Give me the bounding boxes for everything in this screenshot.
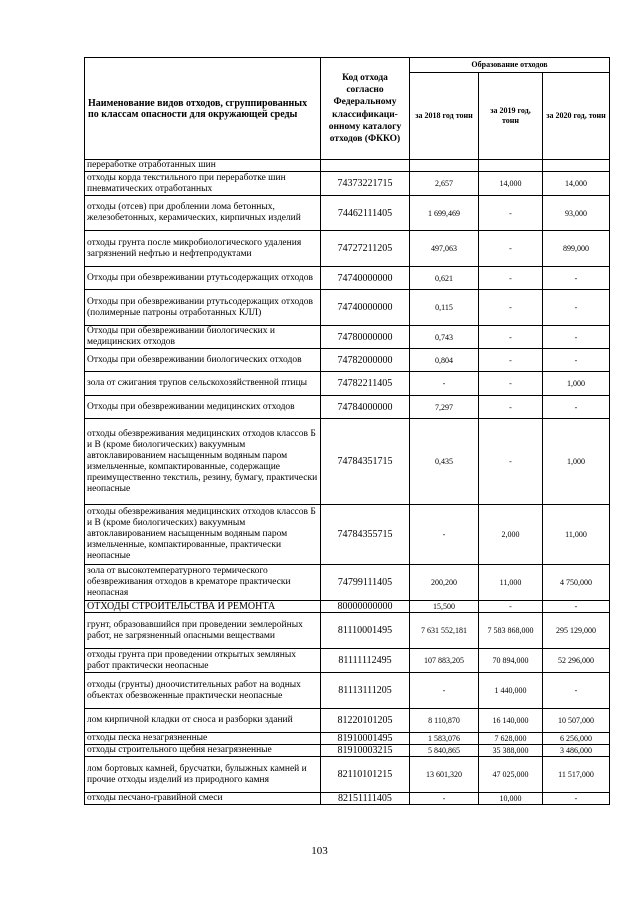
table-row xyxy=(85,505,610,565)
fkko-code-cell: 81111112495 xyxy=(321,649,410,673)
table-row xyxy=(85,757,610,793)
value-2019-cell: - xyxy=(479,349,543,372)
value-2020-cell: 93,000 xyxy=(543,196,610,231)
value-2018-cell: 13 601,320 xyxy=(410,757,479,793)
value-2020-cell: - xyxy=(543,290,610,326)
fkko-code-cell: 74784351715 xyxy=(321,419,410,505)
fkko-code-cell: 74727211205 xyxy=(321,231,410,267)
value-2018-cell: 7,297 xyxy=(410,396,479,419)
value-2020-cell xyxy=(543,160,610,172)
value-2020-cell: - xyxy=(543,793,610,805)
value-2018-cell: 107 883,205 xyxy=(410,649,479,673)
waste-name-cell: Отходы при обезвреживании ртутьсодержащих отходов xyxy=(85,267,321,290)
value-2018-cell: 0,743 xyxy=(410,326,479,349)
value-2020-cell: 11,000 xyxy=(543,505,610,565)
value-2019-cell: 7 628,000 xyxy=(479,733,543,745)
value-2019-cell: - xyxy=(479,601,543,613)
value-2018-cell: 8 110,870 xyxy=(410,709,479,733)
value-2020-cell: 3 486,000 xyxy=(543,745,610,757)
waste-name-cell: Отходы при обезвреживании биологических отходов xyxy=(85,349,321,372)
table-row xyxy=(85,601,610,613)
waste-name-cell: Отходы при обезвреживании ртутьсодержащих отходов (полимерные патроны отработанных КЛЛ) xyxy=(85,290,321,326)
table-row xyxy=(85,326,610,349)
fkko-code-cell: 74462111405 xyxy=(321,196,410,231)
table-header xyxy=(85,58,610,160)
table-row xyxy=(85,565,610,601)
value-2019-cell: 70 894,000 xyxy=(479,649,543,673)
value-2018-cell: - xyxy=(410,372,479,396)
value-2020-cell: - xyxy=(543,267,610,290)
waste-name-cell: зола от высокотемпературного термического обезвреживания отходов в крематоре практически неопасная xyxy=(85,565,321,601)
waste-name-cell: отходы корда текстильного при переработке шин пневматических отработанных xyxy=(85,172,321,196)
waste-name-cell: ОТХОДЫ СТРОИТЕЛЬСТВА И РЕМОНТА xyxy=(85,601,321,613)
value-2020-cell: 10 507,000 xyxy=(543,709,610,733)
waste-name-cell: отходы грунта при проведении открытых земляных работ практически неопасные xyxy=(85,649,321,673)
waste-name-cell: отходы (отсев) при дроблении лома бетонных, железобетонных, керамических, кирпичных изделий xyxy=(85,196,321,231)
value-2019-cell: 11,000 xyxy=(479,565,543,601)
header-name: Наименование видов отходов, сгруппированных по классам опасности для окружающей среды xyxy=(85,58,321,160)
fkko-code-cell: 74782000000 xyxy=(321,349,410,372)
value-2018-cell: 1 583,076 xyxy=(410,733,479,745)
waste-name-cell: Отходы при обезвреживании медицинских отходов xyxy=(85,396,321,419)
waste-name-cell: отходы песчано-гравийной смеси xyxy=(85,793,321,805)
table-row xyxy=(85,709,610,733)
waste-name-cell: отходы песка незагрязненные xyxy=(85,733,321,745)
value-2019-cell: - xyxy=(479,326,543,349)
value-2019-cell: - xyxy=(479,419,543,505)
waste-name-cell: зола от сжигания трупов сельскохозяйственной птицы xyxy=(85,372,321,396)
fkko-code-cell: 82110101215 xyxy=(321,757,410,793)
fkko-code-cell: 74740000000 xyxy=(321,267,410,290)
value-2019-cell: - xyxy=(479,290,543,326)
table-row xyxy=(85,419,610,505)
value-2019-cell: - xyxy=(479,231,543,267)
value-2019-cell: 10,000 xyxy=(479,793,543,805)
waste-name-cell: Отходы при обезвреживании биологических и медицинских отходов xyxy=(85,326,321,349)
value-2018-cell: 200,200 xyxy=(410,565,479,601)
table-row xyxy=(85,196,610,231)
header-code: Код отхода согласно Федеральному классификаци-онному каталогу отходов (ФККО) xyxy=(321,58,410,160)
value-2020-cell: 14,000 xyxy=(543,172,610,196)
value-2020-cell: 6 256,000 xyxy=(543,733,610,745)
fkko-code-cell: 74780000000 xyxy=(321,326,410,349)
waste-name-cell: лом кирпичной кладки от сноса и разборки зданий xyxy=(85,709,321,733)
table-row xyxy=(85,673,610,709)
value-2018-cell: - xyxy=(410,793,479,805)
value-2018-cell: 0,804 xyxy=(410,349,479,372)
waste-table xyxy=(84,57,610,805)
table-row xyxy=(85,613,610,649)
waste-name-cell: отходы обезвреживания медицинских отходов классов Б и В (кроме биологических) вакуумным автоклавированием насыщенным водяным паром измельченные, компактированные, практически неопасные xyxy=(85,505,321,565)
value-2020-cell: 295 129,000 xyxy=(543,613,610,649)
table-row xyxy=(85,793,610,805)
waste-name-cell: переработке отработанных шин xyxy=(85,160,321,172)
waste-name-cell: грунт, образовавшийся при проведении землеройных работ, не загрязненный опасными веществами xyxy=(85,613,321,649)
waste-name-cell: лом бортовых камней, брусчатки, булыжных камней и прочие отходы изделий из природного камня xyxy=(85,757,321,793)
value-2018-cell: 15,500 xyxy=(410,601,479,613)
value-2019-cell: 14,000 xyxy=(479,172,543,196)
fkko-code-cell: 82151111405 xyxy=(321,793,410,805)
table-row xyxy=(85,745,610,757)
table-row xyxy=(85,231,610,267)
value-2019-cell: 2,000 xyxy=(479,505,543,565)
fkko-code-cell: 81910003215 xyxy=(321,745,410,757)
value-2018-cell: - xyxy=(410,673,479,709)
value-2019-cell: - xyxy=(479,372,543,396)
value-2019-cell: - xyxy=(479,267,543,290)
value-2020-cell: 1,000 xyxy=(543,419,610,505)
page-number: 103 xyxy=(311,845,328,857)
waste-name-cell: отходы (грунты) дноочистительных работ на водных объектах обезвоженные практически неопасные xyxy=(85,673,321,709)
table-row xyxy=(85,160,610,172)
fkko-code-cell: 81110001495 xyxy=(321,613,410,649)
value-2018-cell: 2,657 xyxy=(410,172,479,196)
fkko-code-cell: 81910001495 xyxy=(321,733,410,745)
value-2020-cell: - xyxy=(543,349,610,372)
value-2018-cell: 5 840,865 xyxy=(410,745,479,757)
fkko-code-cell: 74799111405 xyxy=(321,565,410,601)
header-2019: за 2019 год, тонн xyxy=(479,73,543,160)
fkko-code-cell: 74784355715 xyxy=(321,505,410,565)
header-formation: Образование отходов xyxy=(410,58,610,73)
value-2020-cell: - xyxy=(543,673,610,709)
table-row xyxy=(85,267,610,290)
value-2018-cell: 497,063 xyxy=(410,231,479,267)
table-row xyxy=(85,396,610,419)
fkko-code-cell: 74740000000 xyxy=(321,290,410,326)
header-2018: за 2018 год тонн xyxy=(410,73,479,160)
fkko-code-cell xyxy=(321,160,410,172)
waste-name-cell: отходы обезвреживания медицинских отходов классов Б и В (кроме биологических) вакуумным автоклавированием насыщенным водяным паром измельченные, компактированные, содержащие преимущественно текстиль, резину, бумагу, практически неопасные xyxy=(85,419,321,505)
fkko-code-cell: 74373221715 xyxy=(321,172,410,196)
fkko-code-cell: 81113111205 xyxy=(321,673,410,709)
fkko-code-cell: 81220101205 xyxy=(321,709,410,733)
value-2020-cell: 1,000 xyxy=(543,372,610,396)
value-2020-cell: 899,000 xyxy=(543,231,610,267)
table-body xyxy=(85,160,610,805)
value-2018-cell: 0,621 xyxy=(410,267,479,290)
value-2019-cell: 7 583 868,000 xyxy=(479,613,543,649)
value-2019-cell: - xyxy=(479,196,543,231)
waste-name-cell: отходы грунта после микробиологического удаления загрязнений нефтью и нефтепродуктами xyxy=(85,231,321,267)
waste-name-cell: отходы строительного щебня незагрязненные xyxy=(85,745,321,757)
value-2020-cell: - xyxy=(543,601,610,613)
value-2018-cell: - xyxy=(410,505,479,565)
value-2018-cell: 0,115 xyxy=(410,290,479,326)
value-2018-cell xyxy=(410,160,479,172)
header-2020: за 2020 год, тонн xyxy=(543,73,610,160)
value-2019-cell xyxy=(479,160,543,172)
value-2018-cell: 0,435 xyxy=(410,419,479,505)
value-2018-cell: 7 631 552,181 xyxy=(410,613,479,649)
value-2018-cell: 1 699,469 xyxy=(410,196,479,231)
value-2019-cell: - xyxy=(479,396,543,419)
value-2020-cell: 4 750,000 xyxy=(543,565,610,601)
value-2020-cell: 11 517,000 xyxy=(543,757,610,793)
value-2019-cell: 35 388,000 xyxy=(479,745,543,757)
value-2020-cell: - xyxy=(543,326,610,349)
value-2019-cell: 1 440,000 xyxy=(479,673,543,709)
fkko-code-cell: 80000000000 xyxy=(321,601,410,613)
value-2019-cell: 47 025,000 xyxy=(479,757,543,793)
table-row xyxy=(85,290,610,326)
table-row xyxy=(85,349,610,372)
table-row xyxy=(85,733,610,745)
fkko-code-cell: 74782211405 xyxy=(321,372,410,396)
table-row xyxy=(85,372,610,396)
value-2019-cell: 16 140,000 xyxy=(479,709,543,733)
value-2020-cell: 52 296,000 xyxy=(543,649,610,673)
fkko-code-cell: 74784000000 xyxy=(321,396,410,419)
value-2020-cell: - xyxy=(543,396,610,419)
table-row xyxy=(85,172,610,196)
table-row xyxy=(85,649,610,673)
